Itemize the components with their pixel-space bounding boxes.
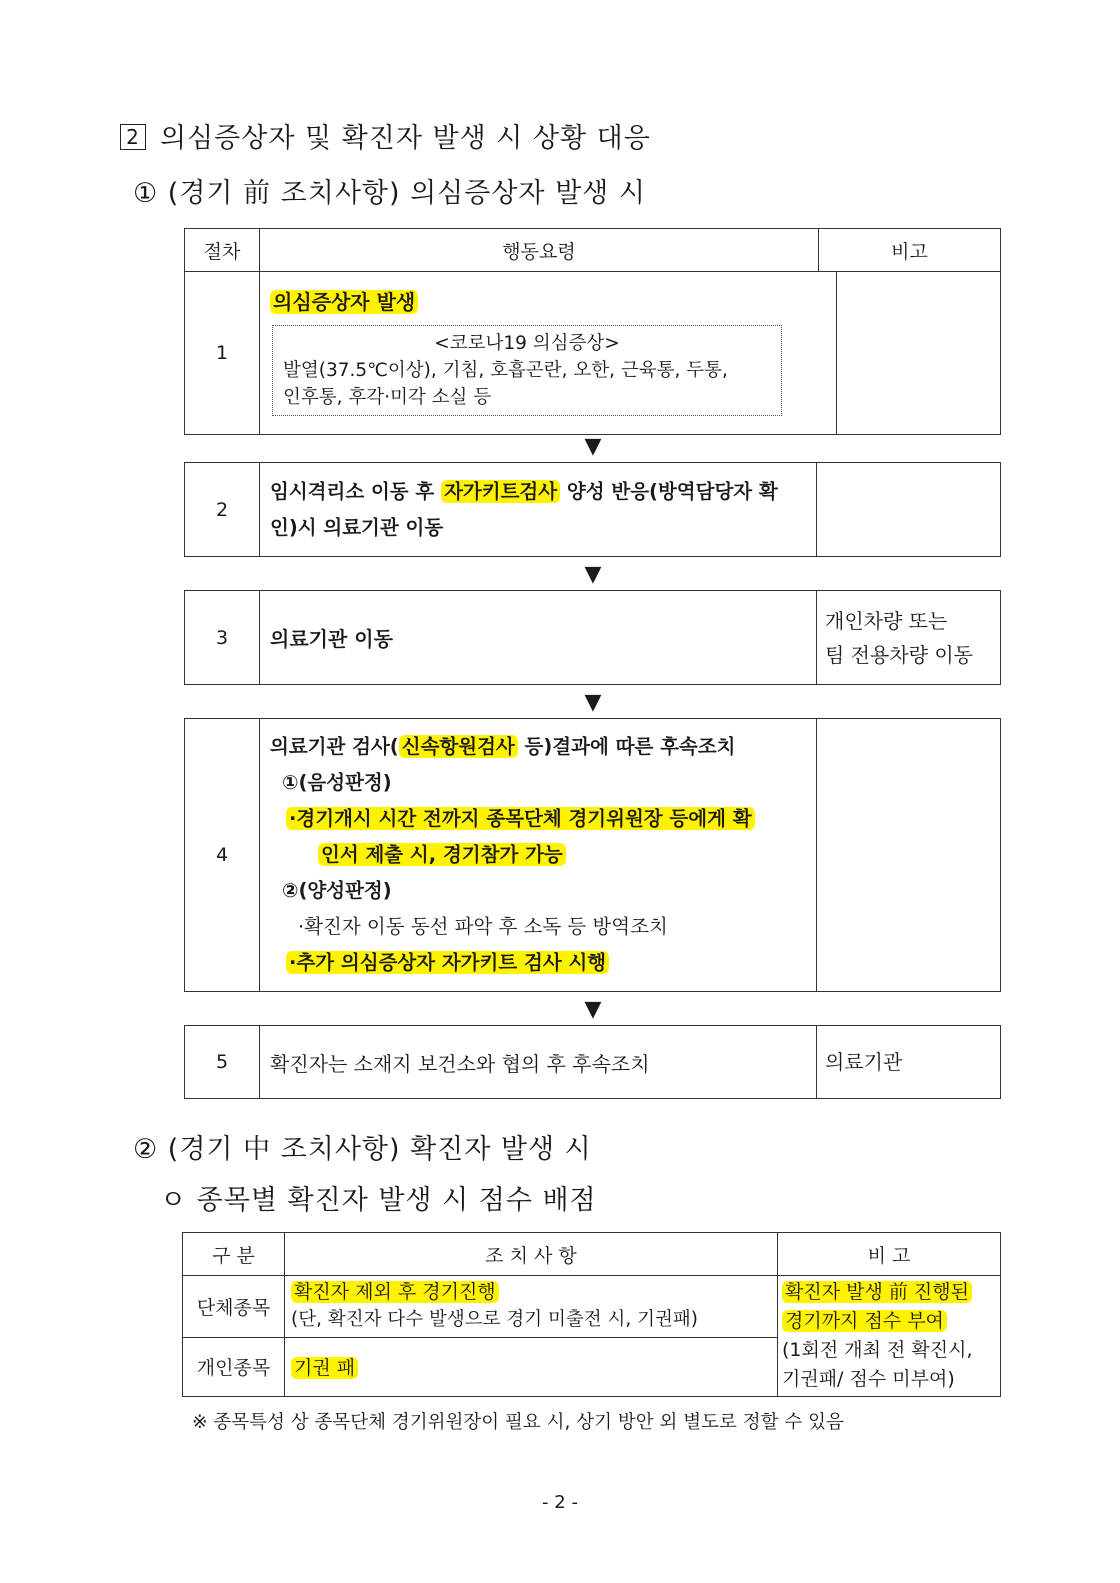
section-number-box: 2 bbox=[120, 124, 146, 150]
negative-line-1: ·경기개시 시간 전까지 종목단체 경기위원장 등에게 확 bbox=[286, 807, 755, 830]
step-number: 3 bbox=[185, 591, 260, 685]
symptoms-title: <코로나19 의심증상> bbox=[434, 333, 620, 354]
arrow-down-icon: ▼ bbox=[584, 562, 602, 587]
category-team: 단체종목 bbox=[183, 1276, 285, 1338]
category-individual: 개인종목 bbox=[183, 1337, 285, 1396]
step-4-highlight: 신속항원검사 bbox=[399, 735, 518, 758]
note-sub-2: 기권패/ 점수 미부여) bbox=[782, 1368, 955, 1390]
team-action-highlight: 확진자 제외 후 경기진행 bbox=[291, 1281, 499, 1303]
header-action: 행동요령 bbox=[260, 229, 819, 272]
flow-step-3 bbox=[184, 590, 1001, 685]
step-2-highlight: 자가키트검사 bbox=[441, 480, 560, 503]
section-title: 의심증상자 및 확진자 발생 시 상황 대응 bbox=[160, 123, 651, 154]
flow-header-table bbox=[184, 228, 1001, 272]
note-highlight-2: 경기까지 점수 부여 bbox=[782, 1310, 947, 1332]
step-number: 4 bbox=[185, 719, 260, 992]
step-note bbox=[837, 272, 1001, 435]
step-number: 1 bbox=[185, 272, 260, 435]
step-note: 의료기관 bbox=[817, 1026, 1001, 1099]
flow-step-1 bbox=[184, 271, 1001, 435]
step-action bbox=[260, 463, 817, 557]
arrow-down-icon: ▼ bbox=[584, 434, 602, 459]
step-action: 확진자는 소재지 보건소와 협의 후 후속조치 bbox=[260, 1026, 817, 1099]
arrow-down-icon: ▼ bbox=[584, 997, 602, 1022]
header-note: 비고 bbox=[819, 229, 1001, 272]
step-note bbox=[817, 463, 1001, 557]
step-2-text-a: 임시격리소 이동 후 bbox=[270, 479, 442, 503]
step-action bbox=[260, 719, 817, 992]
score-note bbox=[778, 1276, 1001, 1397]
header-action: 조 치 사 항 bbox=[285, 1233, 778, 1276]
flow-step-4 bbox=[184, 718, 1001, 992]
score-table bbox=[182, 1232, 1001, 1397]
positive-line-2: ·추가 의심증상자 자가키트 검사 시행 bbox=[286, 951, 609, 974]
page-number: - 2 - bbox=[542, 1492, 578, 1513]
note-sub-1: (1회전 개최 전 확진시, bbox=[782, 1339, 973, 1361]
flow-step-2 bbox=[184, 462, 1001, 557]
subsection-2-title: ② (경기 中 조치사항) 확진자 발생 시 bbox=[133, 1134, 592, 1165]
step-4-text-a: 의료기관 검사( bbox=[270, 735, 399, 758]
section-heading bbox=[120, 116, 651, 155]
team-action-sub: (단, 확진자 다수 발생으로 경기 미출전 시, 기권패) bbox=[291, 1309, 698, 1331]
step-action: 의료기관 이동 bbox=[260, 591, 817, 685]
note-highlight-1: 확진자 발생 前 진행된 bbox=[782, 1281, 972, 1303]
header-note: 비 고 bbox=[778, 1233, 1001, 1276]
step-3-note-line-2: 팀 전용차량 이동 bbox=[825, 642, 973, 667]
flow-step-5 bbox=[184, 1025, 1001, 1099]
step-number: 5 bbox=[185, 1026, 260, 1099]
step-2-text-c: 인)시 의료기관 이동 bbox=[270, 515, 444, 539]
subsection-1-title: ① (경기 前 조치사항) 의심증상자 발생 시 bbox=[133, 178, 646, 209]
arrow-down-icon: ▼ bbox=[584, 690, 602, 715]
negative-line-2: 인서 제출 시, 경기참가 가능 bbox=[318, 843, 566, 866]
symptoms-line-2: 인후통, 후각·미각 소실 등 bbox=[283, 387, 492, 408]
footnote: ※ 종목특성 상 종목단체 경기위원장이 필요 시, 상기 방안 외 별도로 정할 수 있음 bbox=[192, 1412, 844, 1433]
symptoms-box bbox=[272, 325, 782, 416]
action-team bbox=[285, 1276, 778, 1338]
positive-label: ②(양성판정) bbox=[282, 879, 392, 902]
positive-line-1: ·확진자 이동 동선 파악 후 소독 등 방역조치 bbox=[298, 915, 668, 938]
negative-label: ①(음성판정) bbox=[282, 771, 392, 794]
step-action bbox=[260, 272, 837, 435]
individual-action-highlight: 기권 패 bbox=[291, 1357, 358, 1379]
step-2-text-b: 양성 반응(방역담당자 확 bbox=[560, 479, 778, 503]
action-individual bbox=[285, 1337, 778, 1396]
step-number: 2 bbox=[185, 463, 260, 557]
header-step: 절차 bbox=[185, 229, 260, 272]
header-category: 구 분 bbox=[183, 1233, 285, 1276]
step-note bbox=[817, 719, 1001, 992]
step-3-note-line-1: 개인차량 또는 bbox=[825, 608, 948, 633]
step-4-text-b: 등)결과에 따른 후속조치 bbox=[517, 735, 736, 758]
step-1-heading: 의심증상자 발생 bbox=[270, 290, 418, 314]
step-note bbox=[817, 591, 1001, 685]
symptoms-line-1: 발열(37.5℃이상), 기침, 호흡곤란, 오한, 근육통, 두통, bbox=[283, 360, 728, 381]
subsection-2-bullet: ㅇ 종목별 확진자 발생 시 점수 배점 bbox=[160, 1185, 597, 1216]
